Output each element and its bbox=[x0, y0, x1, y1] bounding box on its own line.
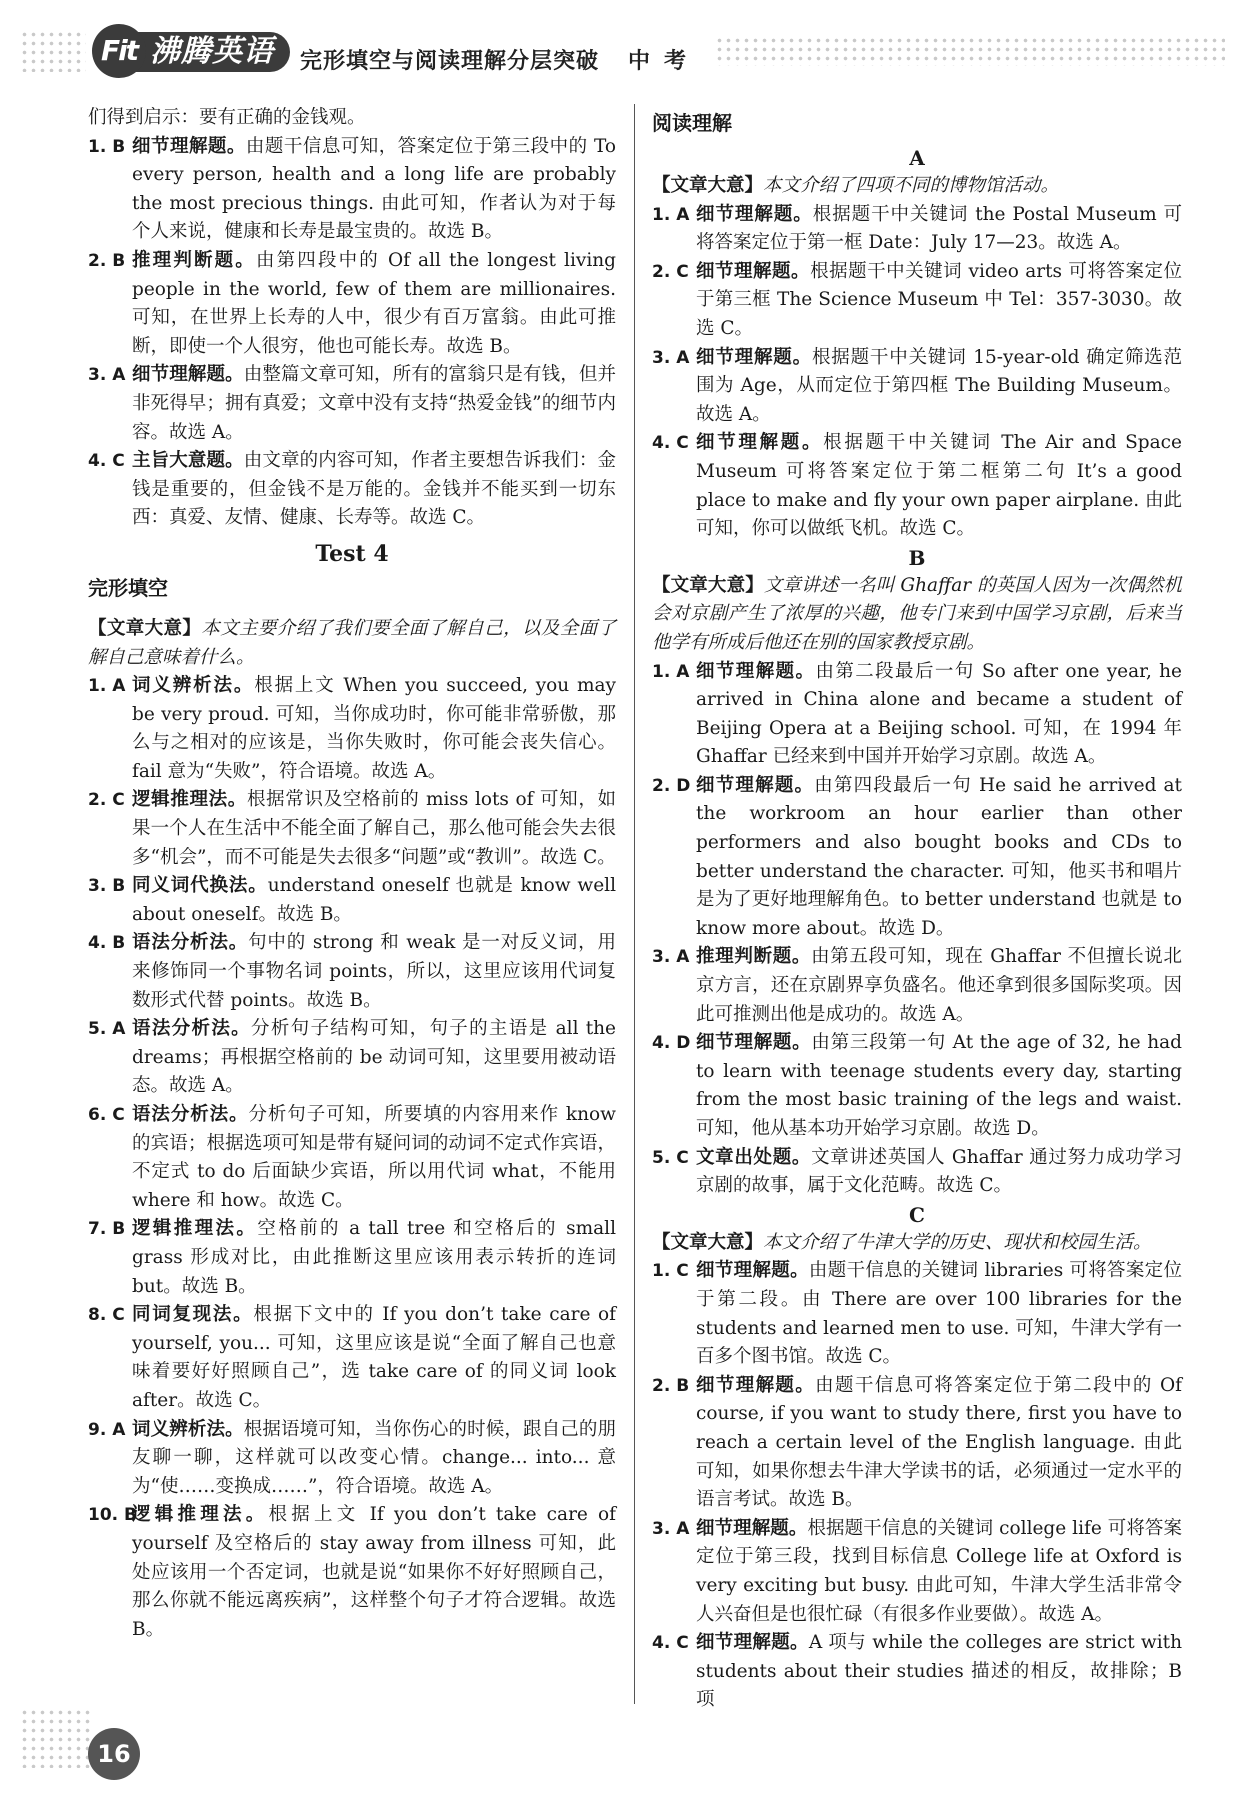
answer-item bbox=[88, 1416, 616, 1502]
answer-number: 3. A bbox=[88, 365, 126, 386]
logo-badge: Fit bbox=[92, 24, 146, 78]
question-type: 细节理解题。 bbox=[696, 203, 813, 225]
explanation-text: 根据题干中关键词 video arts 可将答案定位于第三框 The Science Museum 中 Tel：357-3030。故选 C。 bbox=[696, 260, 1182, 339]
answer-number: 2. B bbox=[88, 250, 126, 271]
question-type: 细节理解题。 bbox=[696, 432, 824, 454]
answer-number: 4. B bbox=[88, 933, 126, 954]
explanation-text: 根据上文 When you succeed, you may be very proud. 可知，当你成功时，你可能非常骄傲，那么与之相对的应该是，当你失败时，你可能会丧失信心。fail 意为“失败”，符合语境。故选 A。 bbox=[132, 675, 616, 782]
answer-explanation bbox=[132, 133, 616, 247]
explanation-text: 根据常识及空格前的 miss lots of 可知，如果一个人在生活中不能全面了解自己，那么他可能会失去很多“机会”，而不可能是失去很多“问题”或“教训”。故选 C。 bbox=[132, 789, 616, 868]
answer-explanation bbox=[132, 1101, 616, 1215]
brand-name: 沸腾英语 bbox=[150, 34, 274, 69]
answer-item bbox=[652, 258, 1182, 344]
left-column bbox=[88, 104, 616, 1644]
cloze-answer-list bbox=[88, 672, 616, 1644]
summary-label: 【文章大意】 bbox=[88, 617, 202, 639]
explanation-text: 由第五段可知，现在 Ghaffar 不但擅长说北京方言，还在京剧界享负盛名。他还拿到很多国际奖项。因此可推测出他是成功的。故选 A。 bbox=[696, 946, 1182, 1025]
answer-explanation bbox=[132, 447, 616, 533]
answer-explanation bbox=[696, 943, 1182, 1029]
answer-explanation bbox=[696, 772, 1182, 944]
explanation-text: 由题干信息可将答案定位于第二段中的 Of course, if you want to study there, first you have to reach a certain level of the English language. 由此可知，如果你想去牛津大学读书的话，必须通过一定水平的语言考试。故选 B。 bbox=[696, 1374, 1182, 1511]
question-type: 细节理解题。 bbox=[696, 346, 812, 368]
answer-list-part1 bbox=[88, 133, 616, 533]
answer-item bbox=[652, 772, 1182, 944]
explanation-text: 分析句子可知，所要填的内容用来作 know 的宾语；根据选项可知是带有疑问词的动词不定式作宾语，不定式 to do 后面缺少宾语，所以用代词 what，不能用 where 和 how。故选 C。 bbox=[132, 1104, 616, 1211]
answer-explanation bbox=[696, 1144, 1182, 1201]
answer-item bbox=[88, 1215, 616, 1301]
explanation-text: 根据题干中关键词 15-year-old 确定筛选范围为 Age，从而定位于第四框 The Building Museum。故选 A。 bbox=[696, 346, 1182, 425]
answer-item bbox=[88, 1301, 616, 1415]
answer-explanation bbox=[696, 1372, 1182, 1515]
answer-list-c bbox=[652, 1257, 1182, 1715]
summary-text: 文章讲述一名叫 Ghaffar 的英国人因为一次偶然机会对京剧产生了浓厚的兴趣，他专门来到中国学习京剧，后来当他学有所成后他还在别的国家教授京剧。 bbox=[652, 574, 1182, 653]
answer-item bbox=[652, 1515, 1182, 1629]
answer-number: 7. B bbox=[88, 1219, 126, 1240]
answer-explanation bbox=[132, 1301, 616, 1415]
answer-explanation bbox=[132, 1215, 616, 1301]
answer-item bbox=[652, 943, 1182, 1029]
intro-text: 们得到启示：要有正确的金钱观。 bbox=[88, 107, 366, 128]
explanation-text: 由题干信息可知，答案定位于第三段中的 To every person, health and a long life are probably the most precious things. 由此可知，作者认为对于每个人来说，健康和长寿是最宝贵的。故选 B。 bbox=[132, 135, 616, 243]
question-type: 细节理解题。 bbox=[696, 660, 816, 682]
test-title: Test 4 bbox=[315, 540, 389, 567]
answer-explanation bbox=[132, 247, 616, 361]
answer-number: 3. A bbox=[652, 1518, 690, 1539]
explanation-text: 由第四段最后一句 He said he arrived at the workroom an hour earlier than other performers and also bought books and CDs to better understand the character. 可知，他买书和唱片是为了更好地理解角色。to better understand 也就是 to know more about。故选 D。 bbox=[696, 774, 1182, 939]
question-type: 逻辑推理法。 bbox=[132, 1504, 269, 1526]
question-type: 同词复现法。 bbox=[132, 1304, 254, 1326]
answer-item bbox=[652, 658, 1182, 772]
answer-item bbox=[88, 447, 616, 533]
answer-number: 5. C bbox=[652, 1147, 689, 1168]
question-type: 细节理解题。 bbox=[696, 1632, 809, 1654]
explanation-text: 句中的 strong 和 weak 是一对反义词，用来修饰同一个事物名词 points，所以，这里应该用代词复数形式代替 points。故选 B。 bbox=[132, 932, 616, 1011]
question-type: 细节理解题。 bbox=[696, 1517, 808, 1539]
explanation-text: 分析句子结构可知，句子的主语是 all the dreams；再根据空格前的 be 动词可知，这里要用被动语态。故选 A。 bbox=[132, 1018, 616, 1097]
cloze-heading: 完形填空 bbox=[88, 575, 168, 600]
summary-text: 本文介绍了牛津大学的历史、现状和校园生活。 bbox=[763, 1231, 1152, 1253]
question-type: 词义辨析法。 bbox=[132, 1418, 244, 1440]
answer-explanation bbox=[132, 872, 616, 929]
explanation-text: understand oneself 也就是 know well about oneself。故选 B。 bbox=[132, 875, 616, 925]
question-type: 主旨大意题。 bbox=[132, 450, 244, 472]
answer-number: 1. C bbox=[652, 1261, 689, 1282]
section-c-title: C bbox=[909, 1202, 925, 1227]
explanation-text: 根据上文 If you don’t take care of yourself 及空格后的 stay away from illness 可知，此处应该用一个否定词，也就是说“如果你不好好照顾自己，那么你就不能远离疾病”，这样整个句子才符合逻辑。故选 B。 bbox=[132, 1504, 616, 1640]
question-type: 语法分析法。 bbox=[132, 1104, 249, 1125]
answer-number: 1. B bbox=[88, 136, 126, 157]
question-type: 细节理解题。 bbox=[696, 260, 811, 282]
question-type: 逻辑推理法。 bbox=[132, 1218, 258, 1240]
answer-explanation bbox=[696, 1515, 1182, 1629]
question-type: 语法分析法。 bbox=[132, 932, 249, 954]
answer-explanation bbox=[696, 1257, 1182, 1371]
cloze-summary bbox=[88, 615, 616, 672]
summary-a bbox=[652, 172, 1182, 201]
answer-number: 4. C bbox=[652, 433, 689, 454]
explanation-text: 由题干信息的关键词 libraries 可将答案定位于第二段。由 There are over 100 libraries for the students and learned men to use. 可知，牛津大学有一百多个图书馆。故选 C。 bbox=[696, 1260, 1182, 1368]
explanation-text: 根据下文中的 If you don’t take care of yourself, you... 可知，这里应该是说“全面了解自己也意味着要好好照顾自己”，选 take care of 的同义词 look after。故选 C。 bbox=[132, 1304, 616, 1411]
answer-item bbox=[88, 247, 616, 361]
answer-explanation bbox=[132, 1501, 616, 1644]
book-title: 完形填空与阅读理解分层突破 bbox=[300, 49, 600, 74]
answer-item bbox=[88, 1015, 616, 1101]
answer-item bbox=[88, 361, 616, 447]
reading-heading: 阅读理解 bbox=[652, 111, 732, 135]
explanation-text: A 项与 while the colleges are strict with students about their studies 描述的相反，故排除；B 项 bbox=[696, 1632, 1182, 1711]
answer-explanation bbox=[696, 1029, 1182, 1143]
answer-item bbox=[652, 1029, 1182, 1143]
answer-item bbox=[88, 133, 616, 247]
answer-number: 3. A bbox=[652, 947, 690, 968]
section-b-title: B bbox=[908, 545, 926, 570]
question-type: 词义辨析法。 bbox=[132, 675, 255, 697]
explanation-text: 由整篇文章可知，所有的富翁只是有钱，但并非死得早；拥有真爱；文章中没有支持“热爱金钱”的细节内容。故选 A。 bbox=[132, 364, 616, 443]
answer-item bbox=[88, 872, 616, 929]
answer-item bbox=[652, 1372, 1182, 1515]
answer-explanation bbox=[696, 429, 1182, 543]
answer-explanation bbox=[132, 1416, 616, 1502]
explanation-text: 文章讲述英国人 Ghaffar 通过努力成功学习京剧的故事，属于文化范畴。故选 C。 bbox=[696, 1146, 1182, 1197]
answer-item bbox=[88, 1101, 616, 1215]
summary-text: 本文主要介绍了我们要全面了解自己，以及全面了解自己意味着什么。 bbox=[88, 617, 616, 668]
page-header bbox=[0, 0, 1250, 95]
answer-item bbox=[652, 201, 1182, 258]
answer-item bbox=[652, 344, 1182, 430]
answer-item bbox=[652, 429, 1182, 543]
answer-number: 1. A bbox=[652, 204, 690, 225]
answer-item bbox=[652, 1257, 1182, 1371]
question-type: 细节理解题。 bbox=[696, 1374, 816, 1396]
explanation-text: 由第三段第一句 At the age of 32, he had to learn with teenage students every day, starting from the most basic training of the legs and waist. 可知，他从基本功开始学习京剧。故选 D。 bbox=[696, 1032, 1182, 1139]
question-type: 逻辑推理法。 bbox=[132, 789, 247, 811]
summary-c bbox=[652, 1229, 1182, 1258]
answer-number: 9. A bbox=[88, 1419, 126, 1440]
answer-explanation bbox=[132, 1015, 616, 1101]
answer-list-b bbox=[652, 658, 1182, 1201]
answer-item bbox=[652, 1144, 1182, 1201]
answer-number: 2. C bbox=[88, 790, 125, 811]
question-type: 细节理解题。 bbox=[696, 1032, 812, 1054]
answer-number: 1. A bbox=[652, 661, 690, 682]
answer-number: 3. A bbox=[652, 347, 690, 368]
answer-explanation bbox=[696, 201, 1182, 258]
answer-item bbox=[88, 1501, 616, 1644]
answer-item bbox=[88, 786, 616, 872]
answer-number: 5. A bbox=[88, 1019, 126, 1040]
question-type: 语法分析法。 bbox=[132, 1018, 251, 1040]
answer-number: 4. C bbox=[652, 1633, 689, 1654]
answer-explanation bbox=[696, 658, 1182, 772]
answer-number: 4. D bbox=[652, 1033, 691, 1054]
answer-number: 1. A bbox=[88, 676, 126, 697]
explanation-text: 根据题干中关键词 the Postal Museum 可将答案定位于第一框 Date：July 17—23。故选 A。 bbox=[696, 203, 1182, 254]
right-column bbox=[652, 104, 1182, 1715]
grade-label: 中考 bbox=[628, 49, 701, 74]
section-a-title: A bbox=[909, 146, 925, 170]
answer-number: 8. C bbox=[88, 1305, 125, 1326]
summary-label: 【文章大意】 bbox=[652, 1231, 764, 1253]
answer-number: 2. C bbox=[652, 261, 689, 282]
page-number: 16 bbox=[88, 1728, 140, 1780]
answer-explanation bbox=[696, 258, 1182, 344]
question-type: 推理判断题。 bbox=[696, 946, 812, 968]
answer-explanation bbox=[696, 344, 1182, 430]
question-type: 细节理解题。 bbox=[696, 774, 815, 796]
summary-label: 【文章大意】 bbox=[652, 574, 764, 596]
answer-item bbox=[88, 672, 616, 786]
summary-label: 【文章大意】 bbox=[652, 175, 764, 196]
answer-explanation bbox=[696, 1629, 1182, 1715]
question-type: 细节理解题。 bbox=[132, 135, 246, 157]
answer-number: 4. C bbox=[88, 451, 125, 472]
question-type: 细节理解题。 bbox=[696, 1260, 809, 1282]
answer-explanation bbox=[132, 672, 616, 786]
explanation-text: 空格前的 a tall tree 和空格后的 small grass 形成对比，由此推断这里应该用表示转折的连词 but。故选 B。 bbox=[132, 1218, 616, 1297]
question-type: 推理判断题。 bbox=[132, 249, 256, 271]
answer-list-a bbox=[652, 201, 1182, 544]
answer-item bbox=[88, 929, 616, 1015]
explanation-text: 根据语境可知，当你伤心的时候，跟自己的朋友聊一聊，这样就可以改变心情。change... into... 意为“使……变换成……”，符合语境。故选 A。 bbox=[132, 1418, 616, 1497]
answer-explanation bbox=[132, 786, 616, 872]
answer-number: 3. B bbox=[88, 876, 126, 897]
summary-text: 本文介绍了四项不同的博物馆活动。 bbox=[763, 175, 1060, 196]
explanation-text: 根据题干中关键词 The Air and Space Museum 可将答案定位于第二框第二句 It’s a good place to make and fly your own paper airplane. 由此可知，你可以做纸飞机。故选 C。 bbox=[696, 432, 1182, 540]
question-type: 文章出处题。 bbox=[696, 1146, 812, 1168]
answer-item bbox=[652, 1629, 1182, 1715]
column-divider bbox=[634, 104, 635, 1704]
question-type: 细节理解题。 bbox=[132, 364, 244, 386]
footer-dots bbox=[20, 1708, 92, 1768]
explanation-text: 根据题干信息的关键词 college life 可将答案定位于第三段，找到目标信息 College life at Oxford is very exciting but busy. 由此可知，牛津大学生活非常令人兴奋但是也很忙碌（有很多作业要做）。故选 A。 bbox=[696, 1517, 1182, 1625]
explanation-text: 由第四段中的 Of all the longest living people in the world, few of them are millionaires. 可知，在世界上长寿的人中，很少有百万富翁。由此可推断，即使一个人很穷，他也可能长寿。故选 B。 bbox=[132, 249, 616, 357]
answer-explanation bbox=[132, 929, 616, 1015]
explanation-text: 由文章的内容可知，作者主要想告诉我们：金钱是重要的，但金钱不是万能的。金钱并不能买到一切东西：真爱、友情、健康、长寿等。故选 C。 bbox=[132, 450, 616, 529]
question-type: 同义词代换法。 bbox=[132, 875, 268, 897]
answer-number: 10. B bbox=[88, 1505, 137, 1526]
explanation-text: 由第二段最后一句 So after one year, he arrived in China alone and became a student of Beijing Opera at a Beijing school. 可知，在 1994 年 Ghaffar 已经来到中国并开始学习京剧。故选 A。 bbox=[696, 660, 1182, 768]
summary-b bbox=[652, 572, 1182, 658]
answer-number: 2. B bbox=[652, 1375, 690, 1396]
answer-explanation bbox=[132, 361, 616, 447]
answer-number: 6. C bbox=[88, 1105, 125, 1125]
answer-number: 2. D bbox=[652, 775, 691, 796]
